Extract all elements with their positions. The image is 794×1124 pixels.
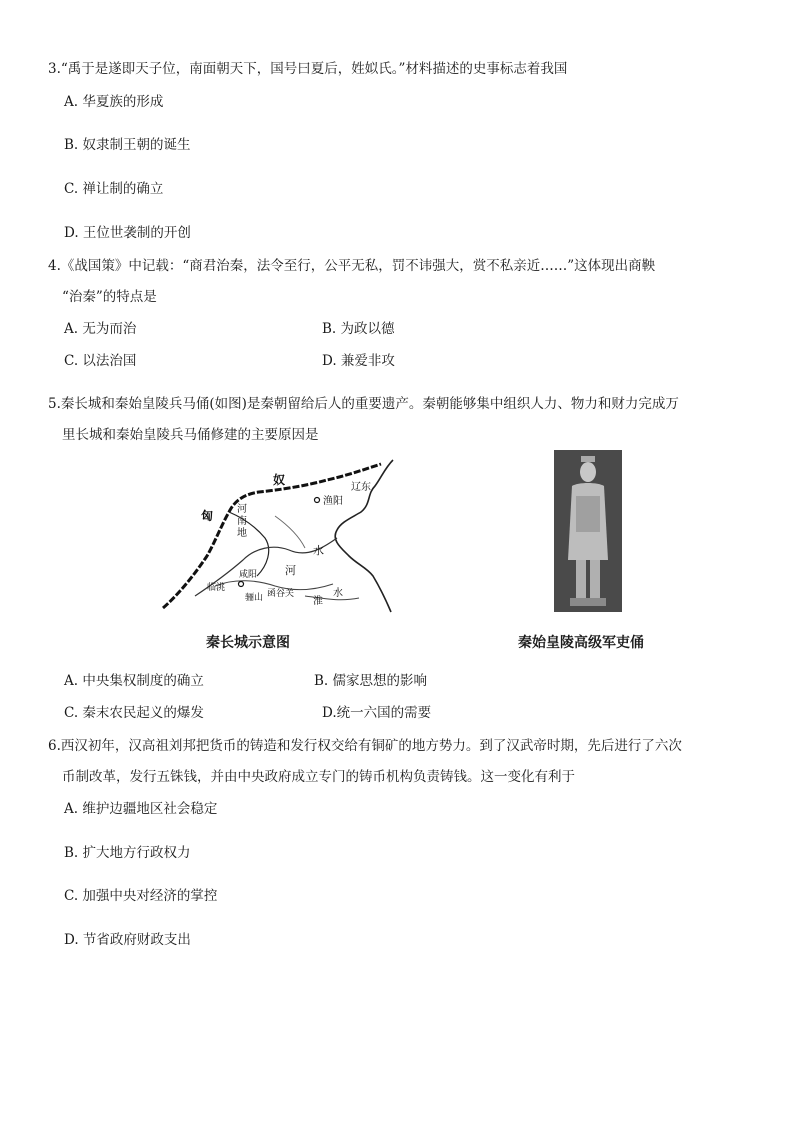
- question-6-stem-line-1: 6.西汉初年，汉高祖刘邦把货币的铸造和发行权交给有铜矿的地方势力。到了汉武帝时期，先后进行了六次: [48, 738, 682, 754]
- great-wall-line: [163, 464, 381, 608]
- statue-base: [570, 598, 606, 606]
- qin-great-wall-map: [155, 456, 395, 616]
- question-3-option-a[interactable]: A. 华夏族的形成: [64, 94, 164, 110]
- question-3-stem: 3.“禹于是遂即天子位，南面朝天下，国号曰夏后，姓姒氏。”材料描述的史事标志着我国: [48, 61, 568, 77]
- yuyang-marker: [315, 498, 320, 503]
- map-label: 南: [237, 516, 247, 527]
- map-label: 水: [313, 544, 324, 557]
- question-6-option-a[interactable]: A. 维护边疆地区社会稳定: [64, 801, 218, 817]
- question-6-option-d[interactable]: D. 节省政府财政支出: [64, 932, 191, 948]
- question-6-option-c[interactable]: C. 加强中央对经济的掌控: [64, 888, 218, 904]
- question-3-option-c[interactable]: C. 禅让制的确立: [64, 181, 164, 197]
- statue-left-leg: [576, 560, 586, 598]
- xianyang-marker: [239, 582, 244, 587]
- map-label: 匈: [201, 509, 214, 523]
- map-label: 奴: [273, 473, 286, 487]
- question-4-stem-line-2: “治秦”的特点是: [62, 289, 157, 305]
- map-label: 渔阳: [323, 496, 343, 507]
- question-4-option-a[interactable]: A. 无为而治: [64, 321, 137, 337]
- question-5-stem-line-1: 5.秦长城和秦始皇陵兵马俑(如图)是秦朝留给后人的重要遗产。秦朝能够集中组织人力、物力和财力完成万: [48, 396, 679, 412]
- map-caption: 秦长城示意图: [206, 635, 290, 651]
- question-4-stem-line-1: 4.《战国策》中记载：“商君治秦，法令至行，公平无私，罚不讳强大，赏不私亲近……”这体现出商鞅: [48, 258, 656, 274]
- statue-caption: 秦始皇陵高级军吏俑: [518, 635, 644, 651]
- question-3-option-d[interactable]: D. 王位世袭制的开创: [64, 225, 191, 241]
- question-5-option-b[interactable]: B. 儒家思想的影响: [314, 673, 428, 689]
- question-4-option-b[interactable]: B. 为政以德: [322, 321, 395, 337]
- map-label: 淮: [313, 596, 323, 607]
- question-5-option-d[interactable]: D.统一六国的需要: [322, 705, 432, 721]
- map-label: 河: [237, 504, 247, 515]
- map-label: 骊山: [245, 593, 264, 603]
- question-6-stem-line-2: 币制改革，发行五铢钱，并由中央政府成立专门的铸币机构负责铸钱。这一变化有利于: [62, 769, 575, 785]
- question-4-option-d[interactable]: D. 兼爱非攻: [322, 353, 395, 369]
- map-label: 咸阳: [239, 570, 258, 580]
- map-label: 函谷关: [267, 589, 295, 599]
- question-3-option-b[interactable]: B. 奴隶制王朝的诞生: [64, 137, 191, 153]
- question-5-stem-line-2: 里长城和秦始皇陵兵马俑修建的主要原因是: [62, 427, 319, 443]
- question-4-option-c[interactable]: C. 以法治国: [64, 353, 137, 369]
- statue-head: [580, 462, 596, 482]
- map-drawing: [155, 456, 395, 616]
- question-5-option-a[interactable]: A. 中央集权制度的确立: [64, 673, 204, 689]
- map-label: 地: [237, 528, 247, 539]
- map-label: 辽东: [351, 482, 371, 493]
- terracotta-officer-photo: [554, 450, 622, 612]
- statue-right-leg: [590, 560, 600, 598]
- statue-headdress: [581, 456, 595, 462]
- terracotta-statue-drawing: [554, 450, 622, 612]
- map-label: 临洮: [207, 583, 226, 593]
- map-label: 河: [285, 564, 296, 577]
- question-6-option-b[interactable]: B. 扩大地方行政权力: [64, 845, 191, 861]
- river-branch: [275, 516, 305, 548]
- map-label: 水: [333, 588, 343, 599]
- statue-armor: [576, 496, 600, 532]
- question-5-option-c[interactable]: C. 秦末农民起义的爆发: [64, 705, 204, 721]
